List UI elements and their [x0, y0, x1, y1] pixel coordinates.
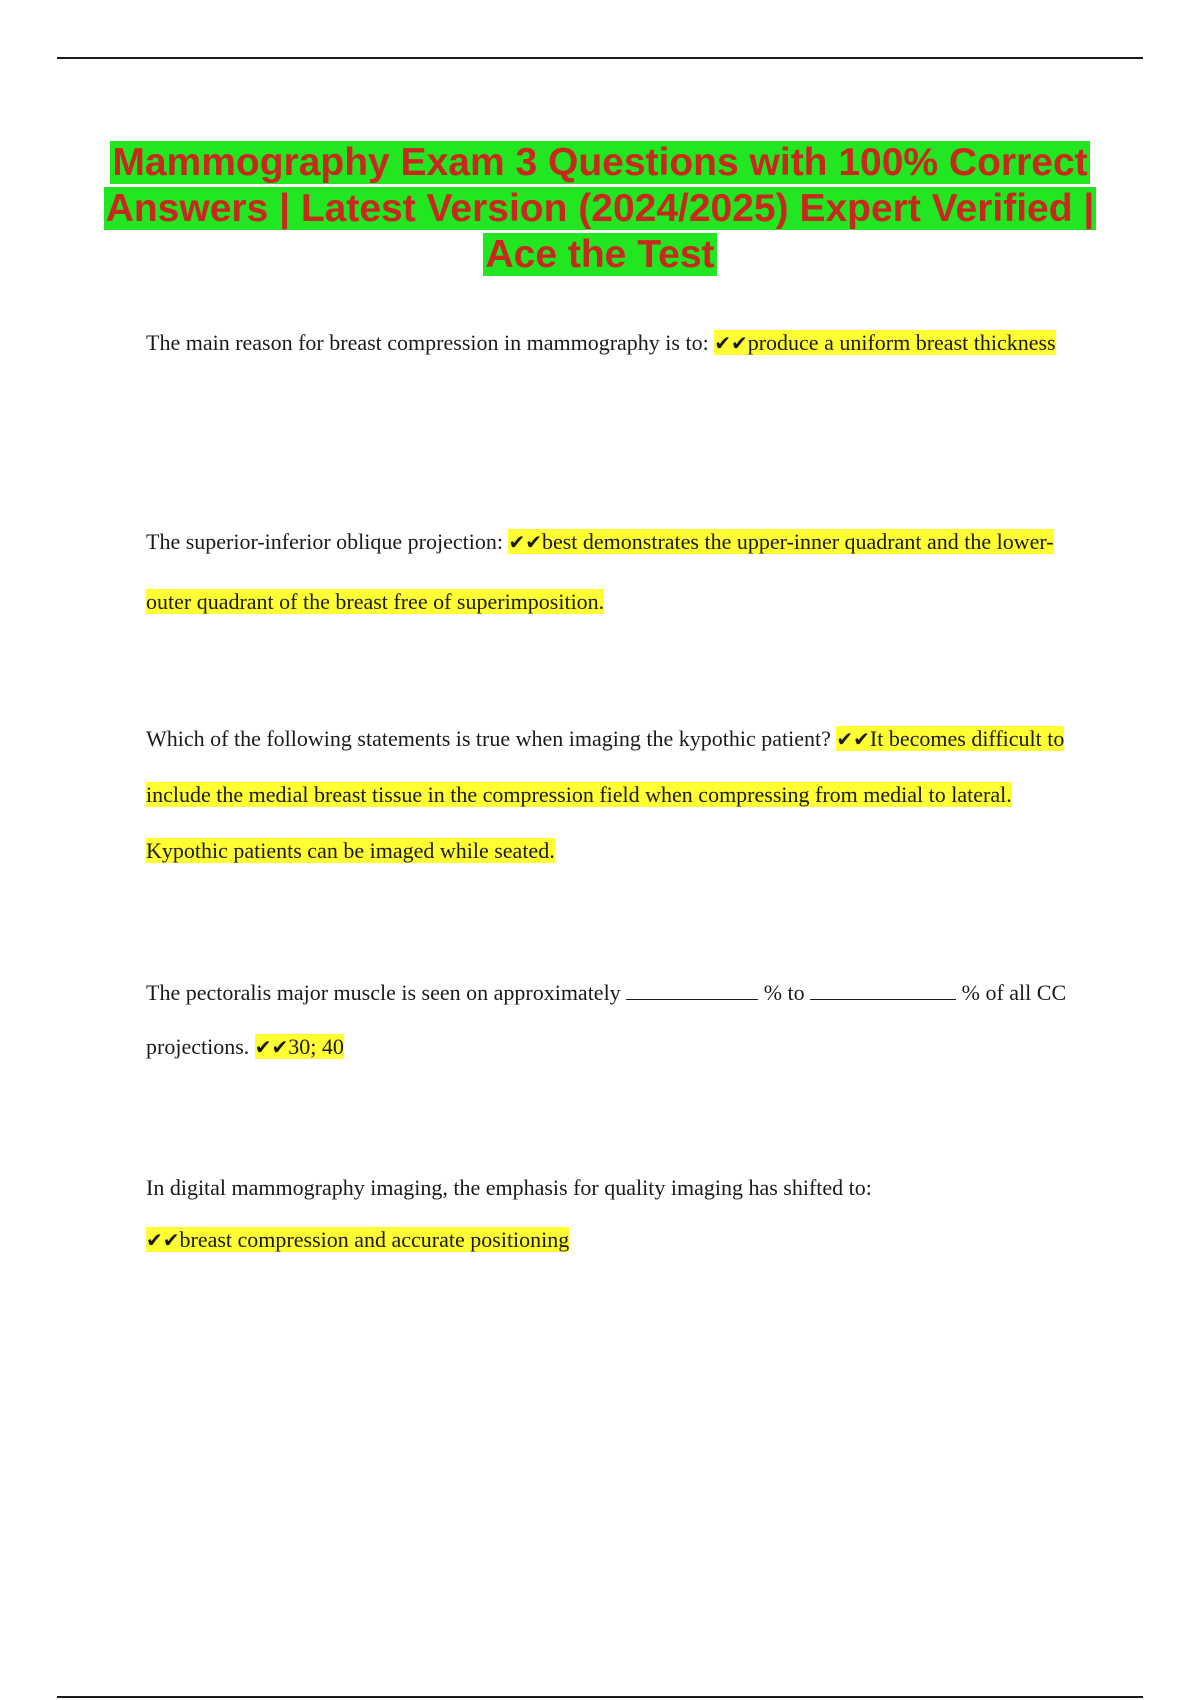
- question-text: Which of the following statements is true when imaging the kypothic patient?: [146, 726, 831, 751]
- top-rule: [57, 57, 1143, 59]
- question-text-part-3: % of all CC projections.: [146, 980, 1067, 1059]
- qa-item-1: [146, 314, 1076, 372]
- fill-in-blank-1: [626, 981, 758, 1000]
- answer-text: 30; 40: [288, 1034, 344, 1059]
- qa-item-4: [146, 966, 1076, 1074]
- bottom-rule: [57, 1696, 1143, 1698]
- answer-highlight: [146, 1227, 569, 1252]
- double-check-icon: ✔✔: [146, 1228, 180, 1252]
- question-text: In digital mammography imaging, the emphasis for quality imaging has shifted to:: [146, 1175, 872, 1200]
- answer-text: produce a uniform breast thickness: [747, 330, 1056, 355]
- document-title: [100, 140, 1100, 278]
- answer-text: best demonstrates the upper-inner quadrant and the lower-outer quadrant of the breast free of superimposition.: [146, 529, 1054, 614]
- double-check-icon: ✔✔: [836, 727, 870, 751]
- qa-item-3: [146, 711, 1076, 879]
- qa-item-5: [146, 1162, 1076, 1266]
- question-text-part-2: % to: [763, 980, 805, 1005]
- question-text-part-1: The pectoralis major muscle is seen on approximately: [146, 980, 621, 1005]
- answer-text: breast compression and accurate positioning: [179, 1227, 570, 1252]
- answer-highlight: [714, 330, 1055, 355]
- double-check-icon: ✔✔: [508, 530, 542, 554]
- qa-item-2: [146, 512, 1076, 632]
- double-check-icon: ✔✔: [714, 331, 748, 355]
- question-text: The superior-inferior oblique projection:: [146, 529, 503, 554]
- answer-highlight: [255, 1034, 344, 1059]
- question-text: The main reason for breast compression in mammography is to:: [146, 330, 709, 355]
- title-text: Mammography Exam 3 Questions with 100% Correct Answers | Latest Version (2024/2025) Expert Verified | Ace the Test: [105, 141, 1095, 276]
- fill-in-blank-2: [810, 981, 956, 1000]
- double-check-icon: ✔✔: [254, 1035, 289, 1059]
- answer-text: It becomes difficult to include the medial breast tissue in the compression field when compressing from medial to lateral. Kypothic patients can be imaged while seated.: [146, 726, 1065, 863]
